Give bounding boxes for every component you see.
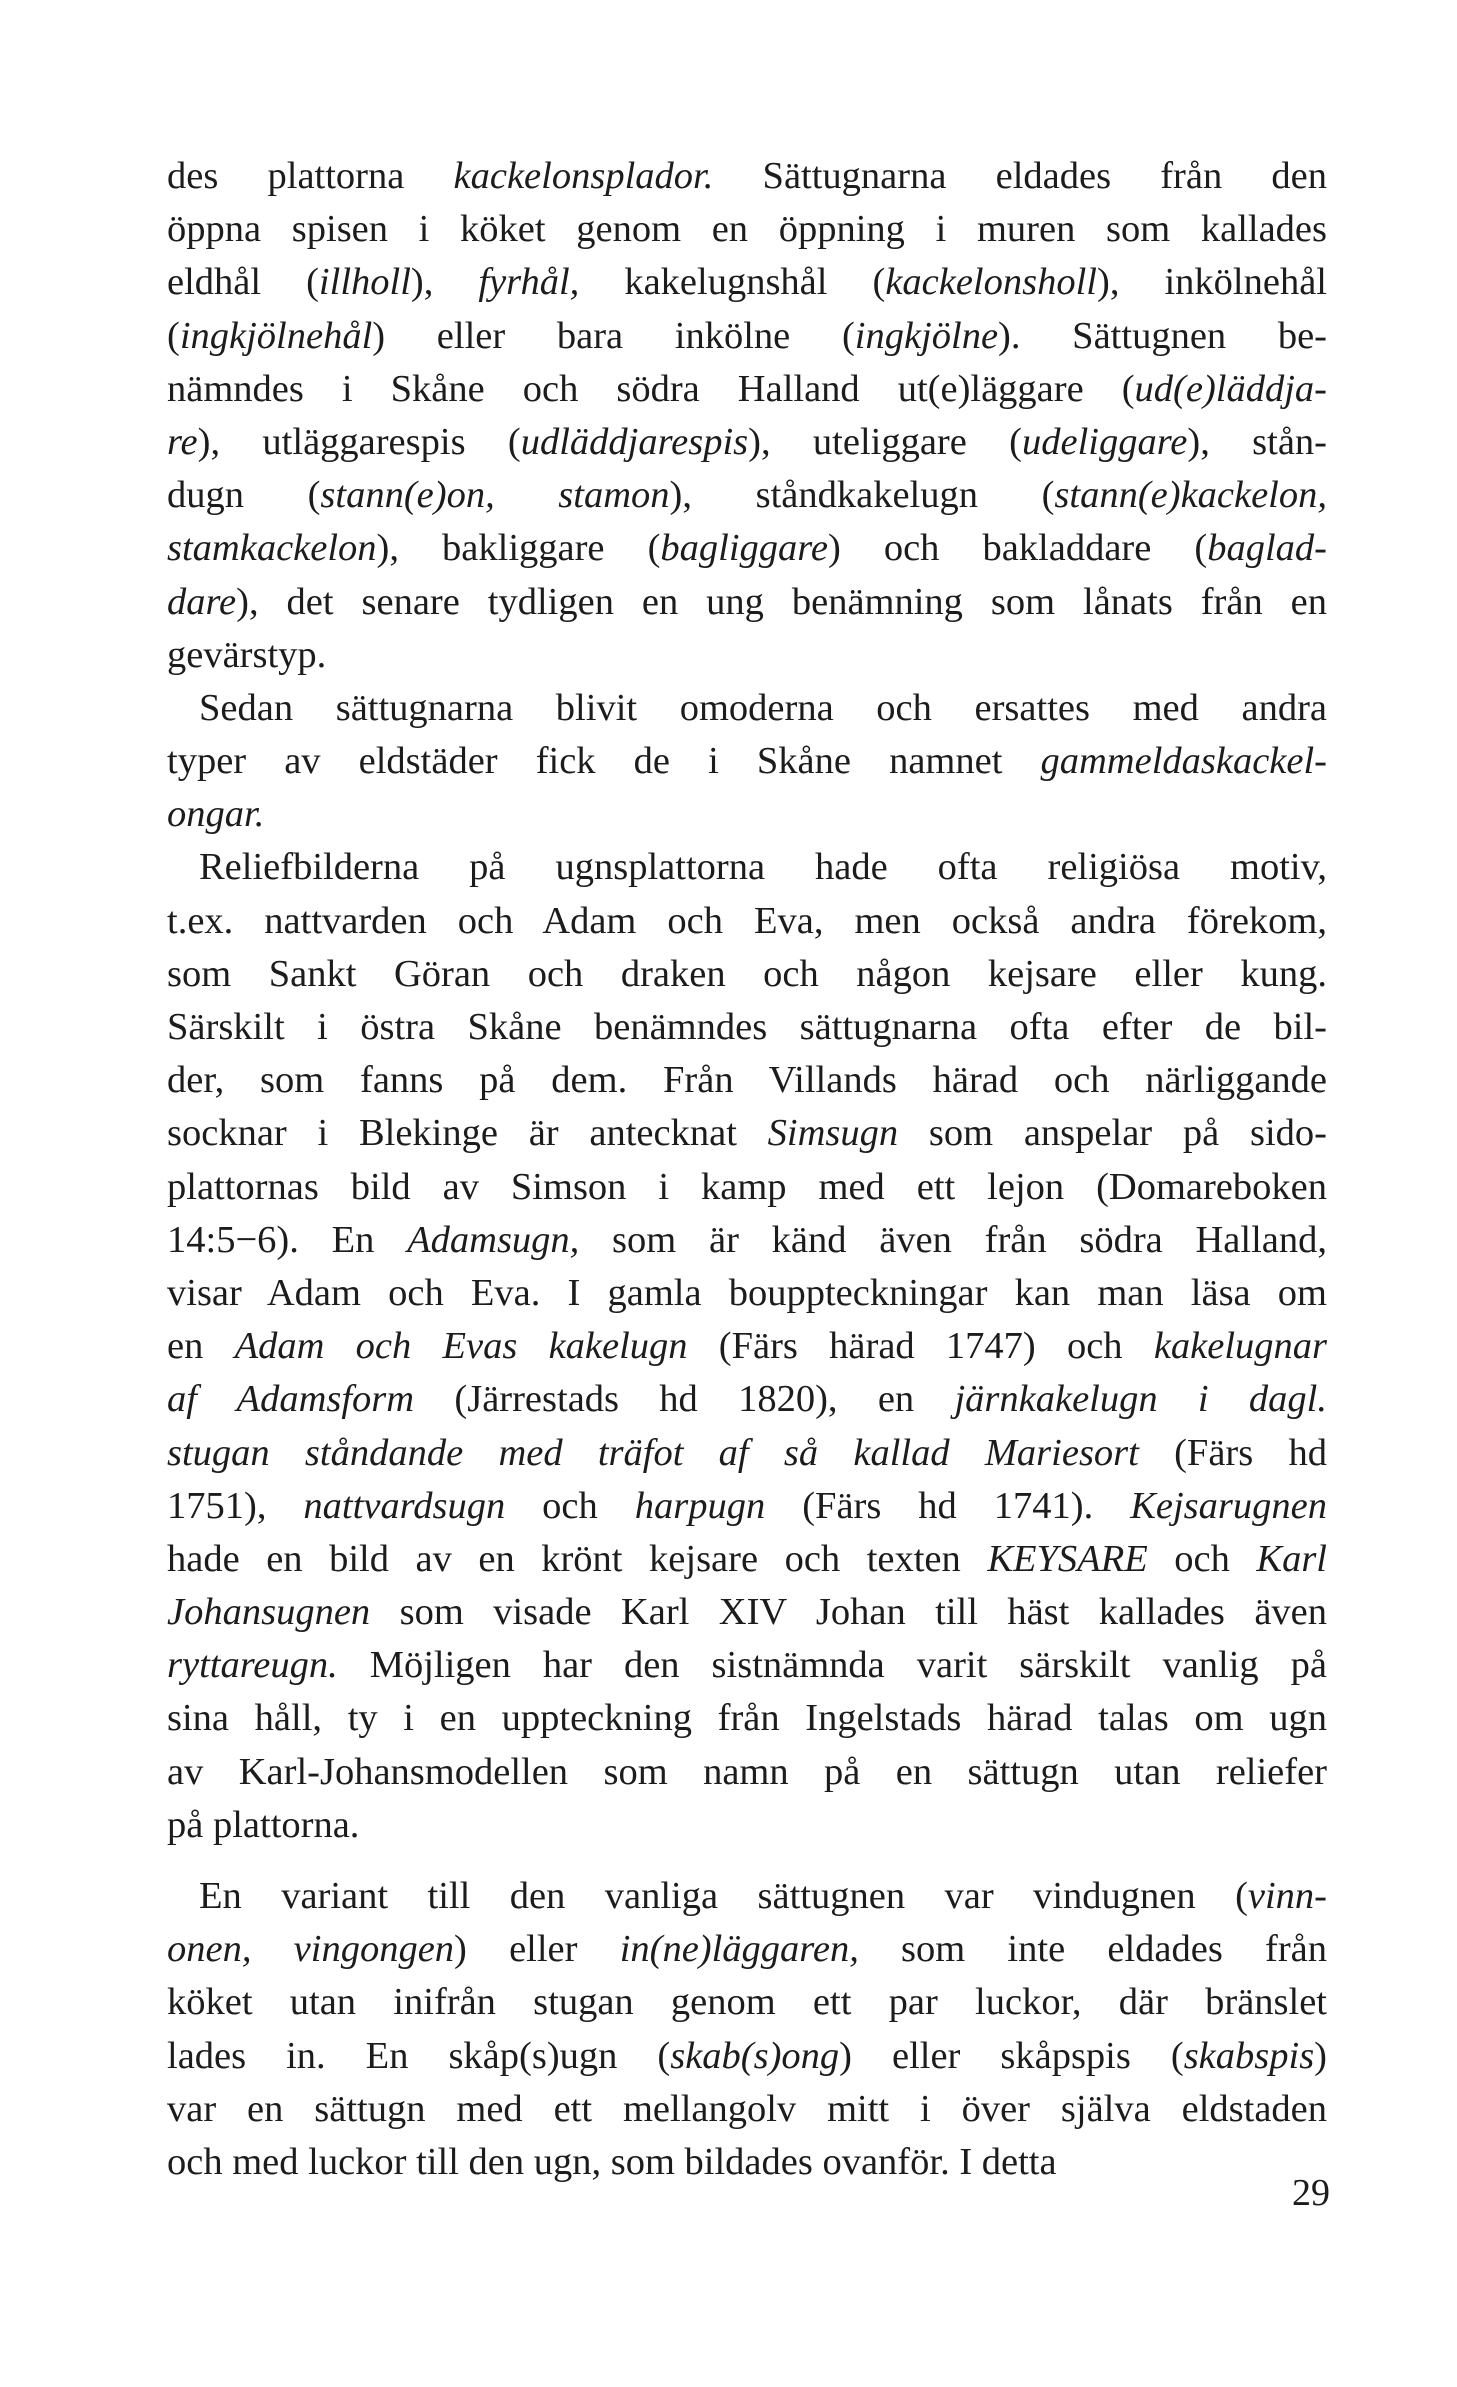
page-number: 29 — [1292, 2172, 1330, 2214]
text-line: af Adamsform (Järrestads hd 1820), en järnkakelugn i dagl. — [167, 1378, 1327, 1421]
text-line: som Sankt Göran och draken och någon kejsare eller kung. — [167, 952, 1327, 995]
text-line: dugn (stann(e)on, stamon), ståndkakelugn (stann(e)kackelon, — [167, 474, 1327, 517]
text-line: onen, vingongen) eller in(ne)läggaren, som inte eldades från — [167, 1928, 1327, 1971]
text-line: stugan ståndande med träfot af så kallad Mariesort (Färs hd — [167, 1431, 1327, 1474]
text-line: 1751), nattvardsugn och harpugn (Färs hd 1741). Kejsarugnen — [167, 1484, 1327, 1527]
paragraph-gap — [167, 1852, 1327, 1870]
text-line: eldhål (illholl), fyrhål, kakelugnshål (kackelonsholl), inkölnehål — [167, 261, 1328, 304]
text-line: socknar i Blekinge är antecknat Simsugn som anspelar på sido- — [167, 1112, 1327, 1155]
text-line: på plattorna. — [167, 1803, 360, 1846]
text-line: hade en bild av en krönt kejsare och texten KEYSARE och Karl — [167, 1537, 1327, 1580]
text-line: ongar. — [167, 793, 265, 836]
text-line: och med luckor till den ugn, som bildades ovanför. I detta — [167, 2140, 1057, 2183]
text-line: ryttareugn. Möjligen har den sistnämnda varit särskilt vanlig på — [167, 1644, 1327, 1687]
text-line: gevärstyp. — [167, 633, 327, 676]
text-line: der, som fanns på dem. Från Villands härad och närliggande — [167, 1059, 1327, 1102]
text-line: sina håll, ty i en uppteckning från Ingelstads härad talas om ugn — [167, 1697, 1327, 1740]
text-line: stamkackelon), bakliggare (bagliggare) och bakladdare (baglad- — [167, 527, 1327, 570]
text-line: Särskilt i östra Skåne benämndes sättugnarna ofta efter de bil- — [167, 1006, 1327, 1048]
paragraph-oven-terms — [167, 150, 1327, 682]
text-line: nämndes i Skåne och södra Halland ut(e)läggare (ud(e)läddja- — [167, 367, 1327, 410]
text-line: dare), det senare tydligen en ung benämning som lånats från en — [167, 580, 1327, 623]
text-line: typer av eldstäder fick de i Skåne namnet gammeldaskackel- — [167, 740, 1327, 783]
paragraph-gammeldaskackelongar — [167, 682, 1327, 842]
text-line: 14:5−6). En Adamsugn, som är känd även från södra Halland, — [167, 1218, 1327, 1261]
text-line: des plattorna kackelonsplador. Sättugnarna eldades från den — [167, 155, 1327, 197]
text-line: öppna spisen i köket genom en öppning i muren som kallades — [167, 208, 1327, 251]
text-line: En variant till den vanliga sättugnen var vindugnen (vinn- — [199, 1875, 1327, 1917]
text-line: Reliefbilderna på ugnsplattorna hade ofta religiösa motiv, — [199, 846, 1327, 889]
text-line: re), utläggarespis (udläddjarespis), uteliggare (udeliggare), stån- — [167, 420, 1327, 463]
text-line: Sedan sättugnarna blivit omoderna och ersattes med andra — [199, 686, 1327, 729]
text-line: av Karl-Johansmodellen som namn på en sättugn utan reliefer — [167, 1750, 1327, 1793]
text-line: köket utan inifrån stugan genom ett par luckor, där bränslet — [167, 1981, 1327, 2024]
text-column — [167, 150, 1327, 2189]
paragraph-relief-motifs — [167, 841, 1327, 1852]
text-line: lades in. En skåp(s)ugn (skab(s)ong) eller skåpspis (skabspis) — [167, 2034, 1327, 2077]
text-line: plattornas bild av Simson i kamp med ett lejon (Domareboken — [167, 1165, 1327, 1208]
text-line: var en sättugn med ett mellangolv mitt i över själva eldstaden — [167, 2087, 1327, 2130]
text-line: t.ex. nattvarden och Adam och Eva, men också andra förekom, — [167, 899, 1327, 942]
text-line: visar Adam och Eva. I gamla bouppteckningar kan man läsa om — [167, 1271, 1327, 1314]
text-line: Johansugnen som visade Karl XIV Johan till häst kallades även — [167, 1591, 1327, 1634]
text-line: (ingkjölnehål) eller bara inkölne (ingkjölne). Sättugnen be- — [167, 314, 1327, 357]
paragraph-vindugn — [167, 1870, 1327, 2189]
text-line: en Adam och Evas kakelugn (Färs härad 1747) och kakelugnar — [167, 1325, 1328, 1368]
